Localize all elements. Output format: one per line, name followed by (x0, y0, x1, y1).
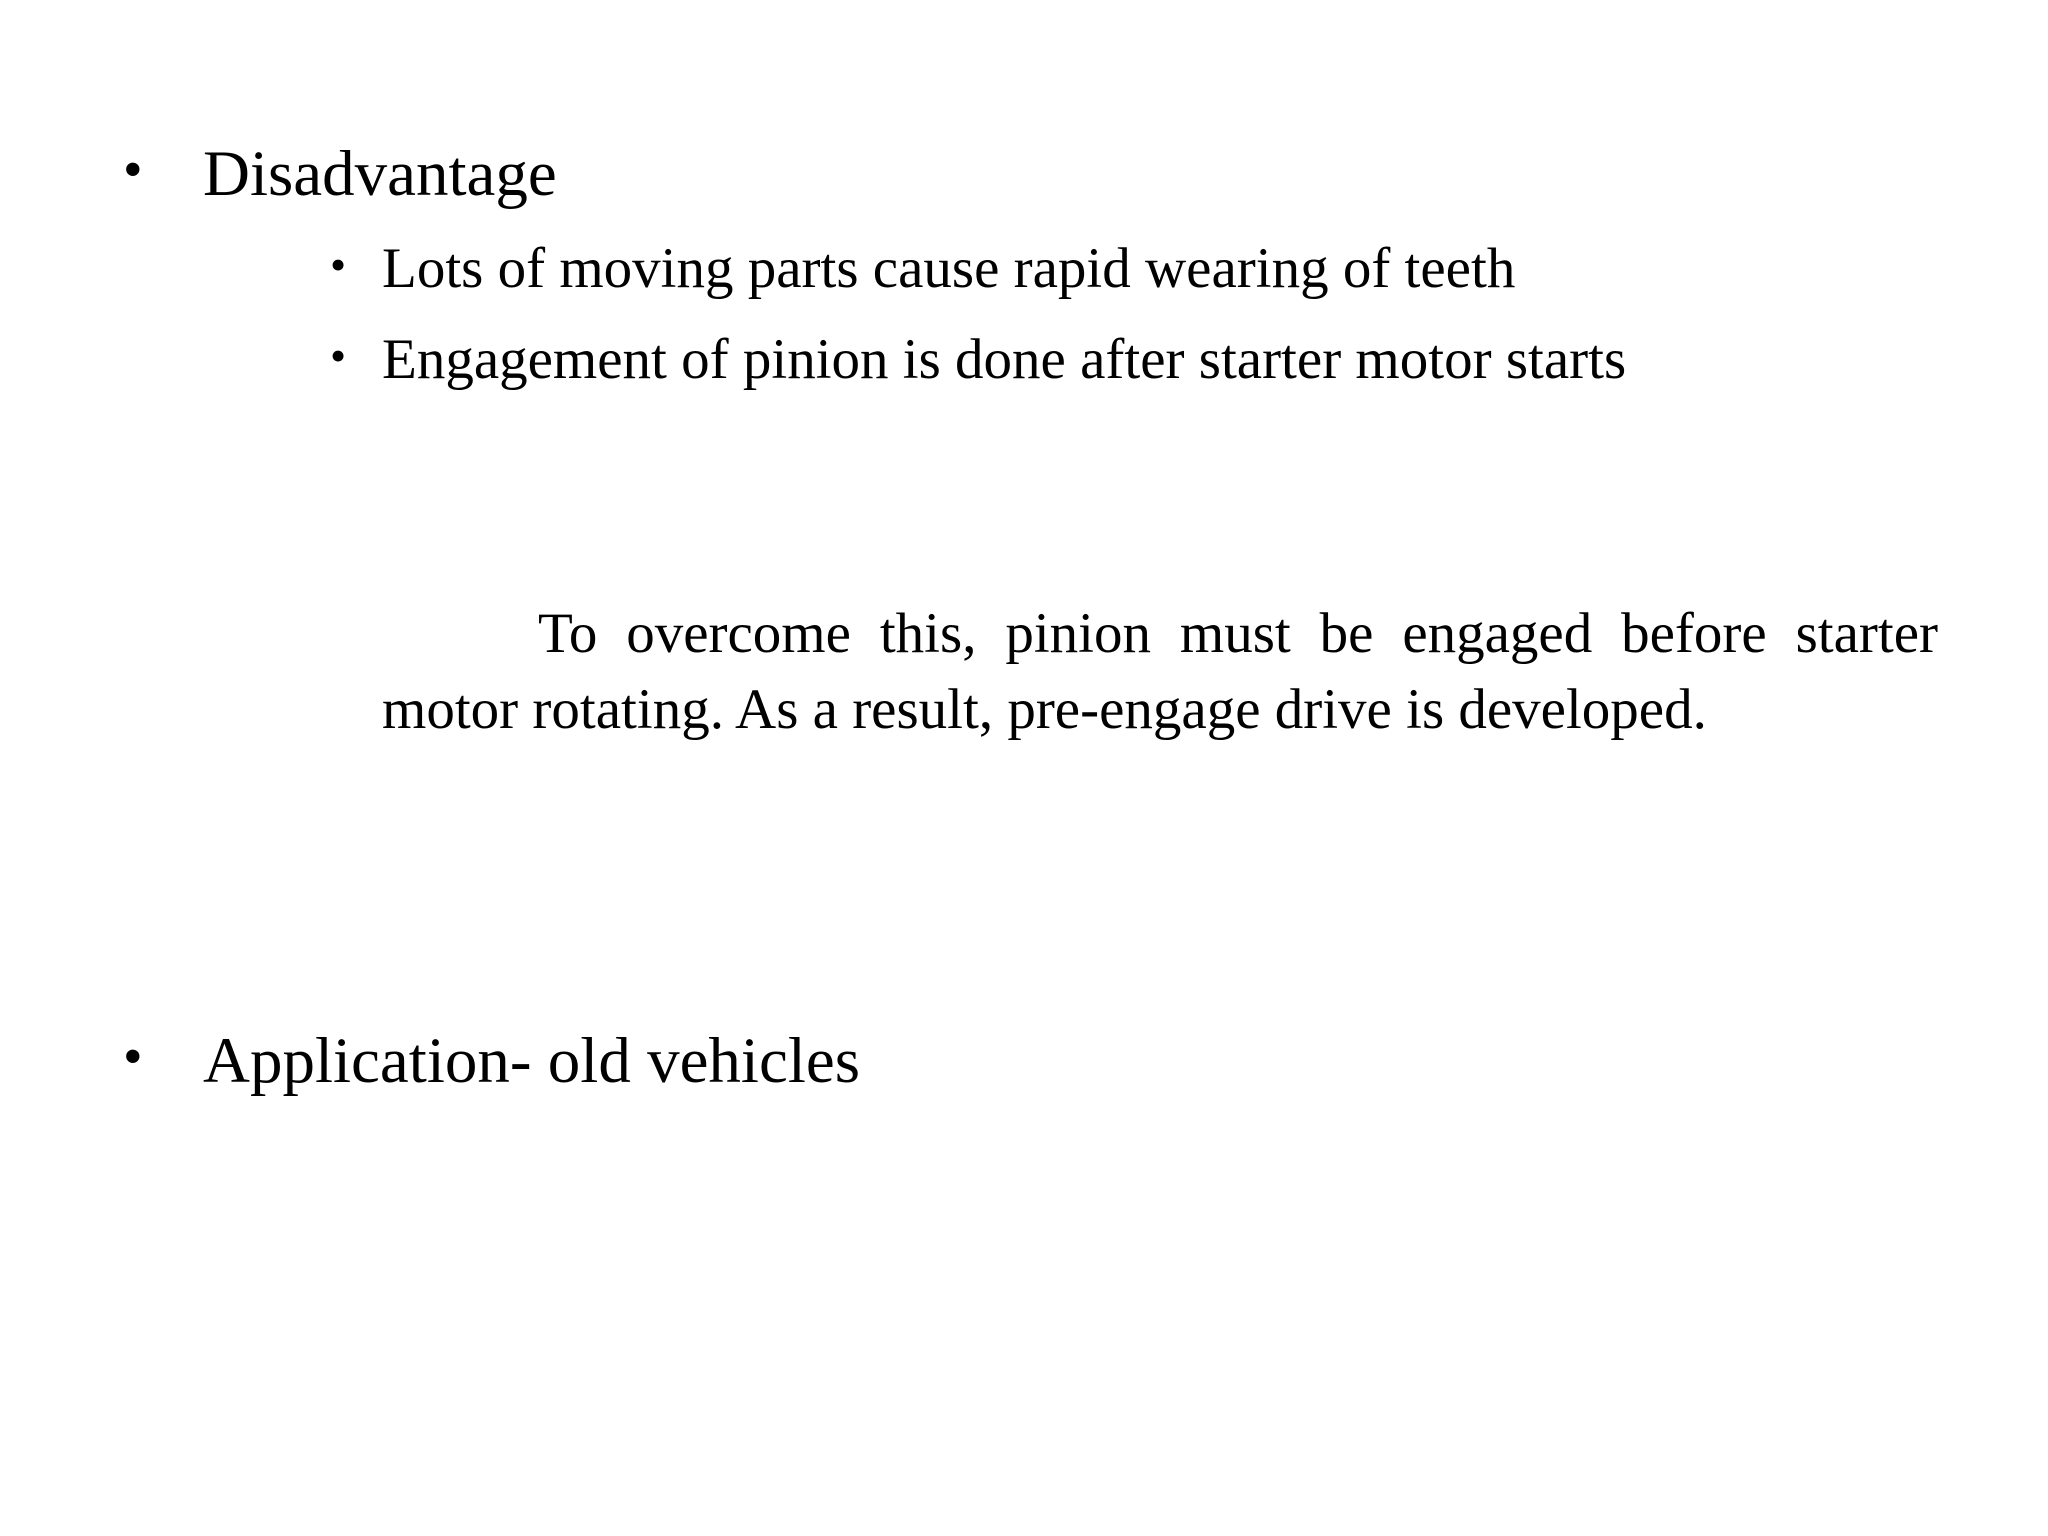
bullet-dot-icon: • (330, 330, 347, 381)
bullet-dot-icon: • (123, 139, 143, 201)
bullet-dot-icon: • (123, 1026, 143, 1088)
bullet-dot-icon: • (330, 239, 347, 290)
application-heading: Application- old vehicles (203, 1025, 861, 1097)
disadvantage-heading: Disadvantage (203, 138, 557, 210)
explanation-paragraph: To overcome this, pinion must be engaged before starter motor rotating. As a result, pre-engage drive is developed. (382, 602, 1938, 741)
sub-bullet-text: Lots of moving parts cause rapid wearing of teeth (382, 237, 1516, 300)
sub-bullet-text: Engagement of pinion is done after starter motor starts (382, 328, 1627, 391)
